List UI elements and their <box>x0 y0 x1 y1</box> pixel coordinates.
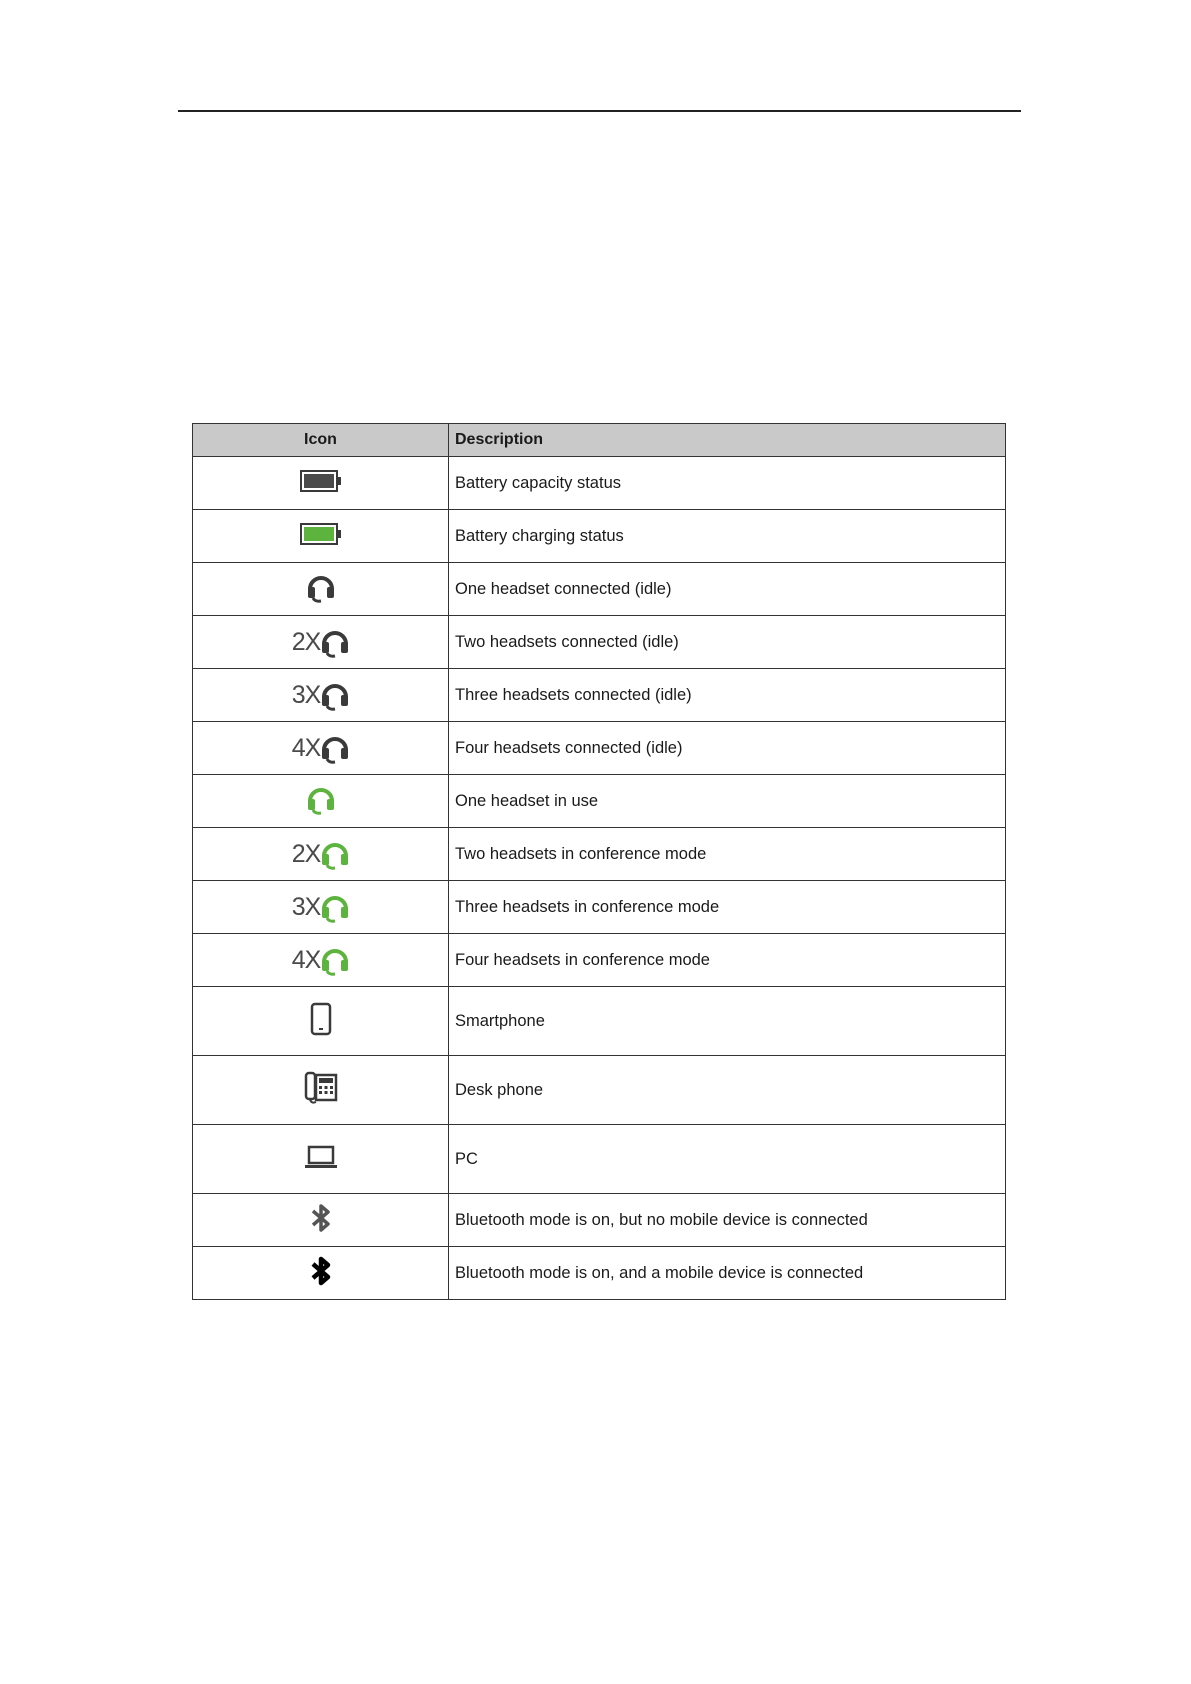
table-row <box>193 1125 1006 1194</box>
desk-phone-icon <box>303 1070 339 1106</box>
headset-active-icon <box>321 838 349 870</box>
multiplier-label: 4X <box>291 733 321 762</box>
battery-full-icon <box>300 470 342 492</box>
battery-charging-icon <box>300 523 342 545</box>
table-row <box>193 1056 1006 1125</box>
table-row <box>193 828 1006 881</box>
bluetooth-icon <box>309 1202 333 1234</box>
table-row <box>193 881 1006 934</box>
description-cell: Three headsets connected (idle) <box>449 669 1006 722</box>
multiplier-label: 2X <box>291 839 321 868</box>
icon-cell <box>193 828 449 881</box>
column-header-icon: Icon <box>193 424 449 457</box>
headset-active-icon <box>321 944 349 976</box>
header-rule <box>178 110 1021 112</box>
table-row <box>193 722 1006 775</box>
description-cell: One headset in use <box>449 775 1006 828</box>
table-row <box>193 457 1006 510</box>
column-header-description: Description <box>449 424 1006 457</box>
table-row <box>193 669 1006 722</box>
description-cell: Four headsets connected (idle) <box>449 722 1006 775</box>
description-cell: Three headsets in conference mode <box>449 881 1006 934</box>
icon-cell <box>193 510 449 563</box>
icon-cell <box>193 775 449 828</box>
icon-cell <box>193 616 449 669</box>
description-cell: Two headsets in conference mode <box>449 828 1006 881</box>
description-cell: Bluetooth mode is on, and a mobile device is connected <box>449 1247 1006 1300</box>
multiplier-label: 4X <box>291 945 321 974</box>
multiplier-label: 3X <box>291 680 321 709</box>
description-cell: Battery capacity status <box>449 457 1006 510</box>
table-row <box>193 1194 1006 1247</box>
icon-table <box>192 423 1006 1300</box>
headset-idle-icon <box>321 679 349 711</box>
description-cell: One headset connected (idle) <box>449 563 1006 616</box>
table-row <box>193 510 1006 563</box>
icon-cell <box>193 881 449 934</box>
multiplier-label: 2X <box>291 627 321 656</box>
icon-cell <box>193 1056 449 1125</box>
headset-idle-icon <box>307 571 335 603</box>
icon-cell <box>193 1125 449 1194</box>
headset-idle-icon <box>321 732 349 764</box>
icon-cell <box>193 1247 449 1300</box>
description-cell: PC <box>449 1125 1006 1194</box>
table-row <box>193 775 1006 828</box>
description-cell: Smartphone <box>449 987 1006 1056</box>
icon-cell <box>193 987 449 1056</box>
icon-cell <box>193 669 449 722</box>
description-cell: Desk phone <box>449 1056 1006 1125</box>
bluetooth-connected-icon <box>309 1255 333 1287</box>
headset-idle-icon <box>321 626 349 658</box>
description-cell: Four headsets in conference mode <box>449 934 1006 987</box>
table-header-row <box>193 424 1006 457</box>
table-row <box>193 563 1006 616</box>
table-row <box>193 1247 1006 1300</box>
description-cell: Bluetooth mode is on, but no mobile device is connected <box>449 1194 1006 1247</box>
pc-icon <box>304 1144 338 1170</box>
table-row <box>193 616 1006 669</box>
icon-cell <box>193 563 449 616</box>
multiplier-label: 3X <box>291 892 321 921</box>
smartphone-icon <box>309 1002 333 1036</box>
description-cell: Battery charging status <box>449 510 1006 563</box>
table-row <box>193 934 1006 987</box>
icon-cell <box>193 457 449 510</box>
headset-active-icon <box>321 891 349 923</box>
icon-cell <box>193 1194 449 1247</box>
table-row <box>193 987 1006 1056</box>
headset-active-icon <box>307 783 335 815</box>
description-cell: Two headsets connected (idle) <box>449 616 1006 669</box>
icon-cell <box>193 722 449 775</box>
icon-cell <box>193 934 449 987</box>
